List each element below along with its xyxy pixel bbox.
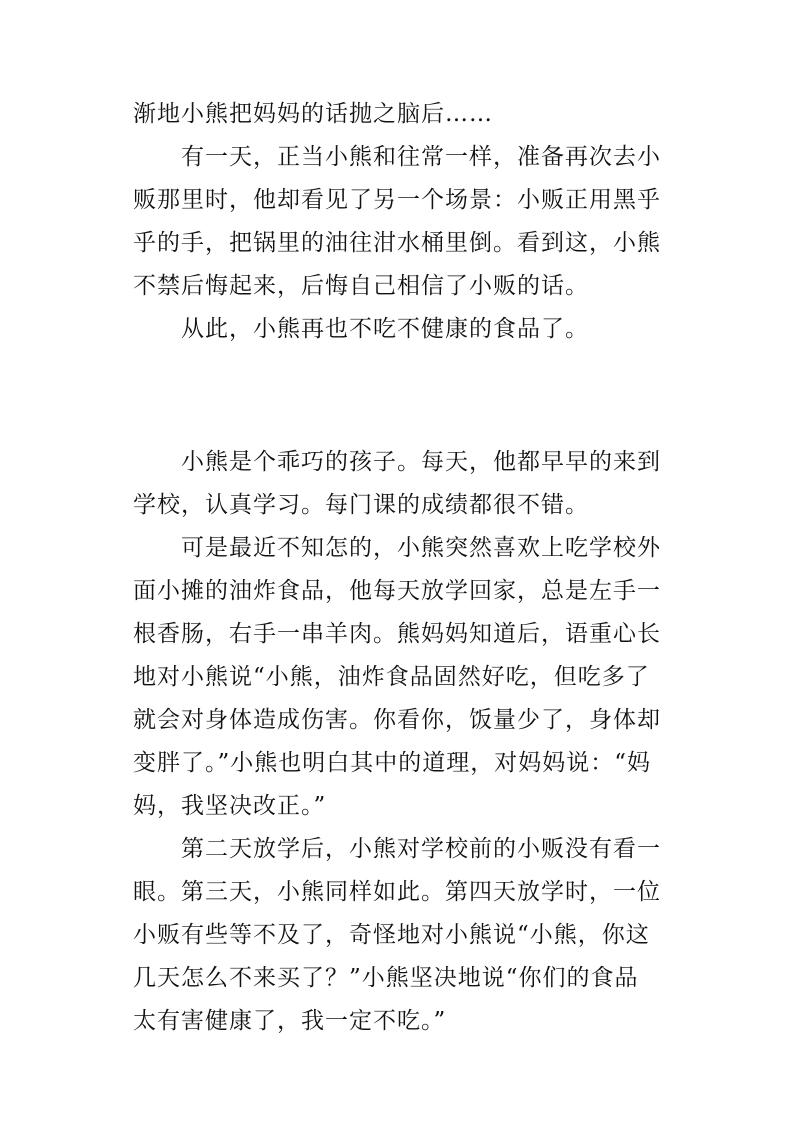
- text-line: 地对小熊说“小熊，油炸食品固然好吃，但吃多了: [133, 664, 650, 690]
- text-line: 太有害健康了，我一定不吃。”: [133, 1008, 447, 1034]
- text-line: 面小摊的油炸食品，他每天放学回家，总是左手一: [133, 578, 661, 604]
- text-line: 小熊是个乖巧的孩子。每天，他都早早的来到: [181, 449, 661, 475]
- text-line: 眼。第三天，小熊同样如此。第四天放学时，一位: [133, 879, 661, 905]
- text-line: 乎的手，把锅里的油往泔水桶里倒。看到这，小熊: [133, 230, 661, 256]
- text-line: 从此，小熊再也不吃不健康的食品了。: [181, 316, 589, 342]
- text-line: 不禁后悔起来，后悔自己相信了小贩的话。: [133, 273, 589, 299]
- text-line: 渐地小熊把妈妈的话抛之脑后……: [133, 101, 493, 127]
- text-line: 贩那里时，他却看见了另一个场景：小贩正用黑乎: [133, 187, 661, 213]
- text-line: 就会对身体造成伤害。你看你，饭量少了，身体却: [133, 707, 661, 733]
- text-line: 几天怎么不来买了？”小熊坚决地说“你们的食品: [133, 965, 639, 991]
- text-line: 学校，认真学习。每门课的成绩都很不错。: [133, 492, 589, 518]
- text-line: 变胖了。”小熊也明白其中的道理，对妈妈说：“妈: [133, 750, 652, 776]
- text-line: 妈，我坚决改正。”: [133, 793, 327, 819]
- text-line: 可是最近不知怎的，小熊突然喜欢上吃学校外: [181, 535, 661, 561]
- text-line: 小贩有些等不及了，奇怪地对小熊说“小熊，你这: [133, 922, 650, 948]
- text-line: 第二天放学后，小熊对学校前的小贩没有看一: [181, 836, 661, 862]
- text-line: 有一天，正当小熊和往常一样，准备再次去小: [181, 144, 661, 170]
- text-line: 根香肠，右手一串羊肉。熊妈妈知道后，语重心长: [133, 621, 661, 647]
